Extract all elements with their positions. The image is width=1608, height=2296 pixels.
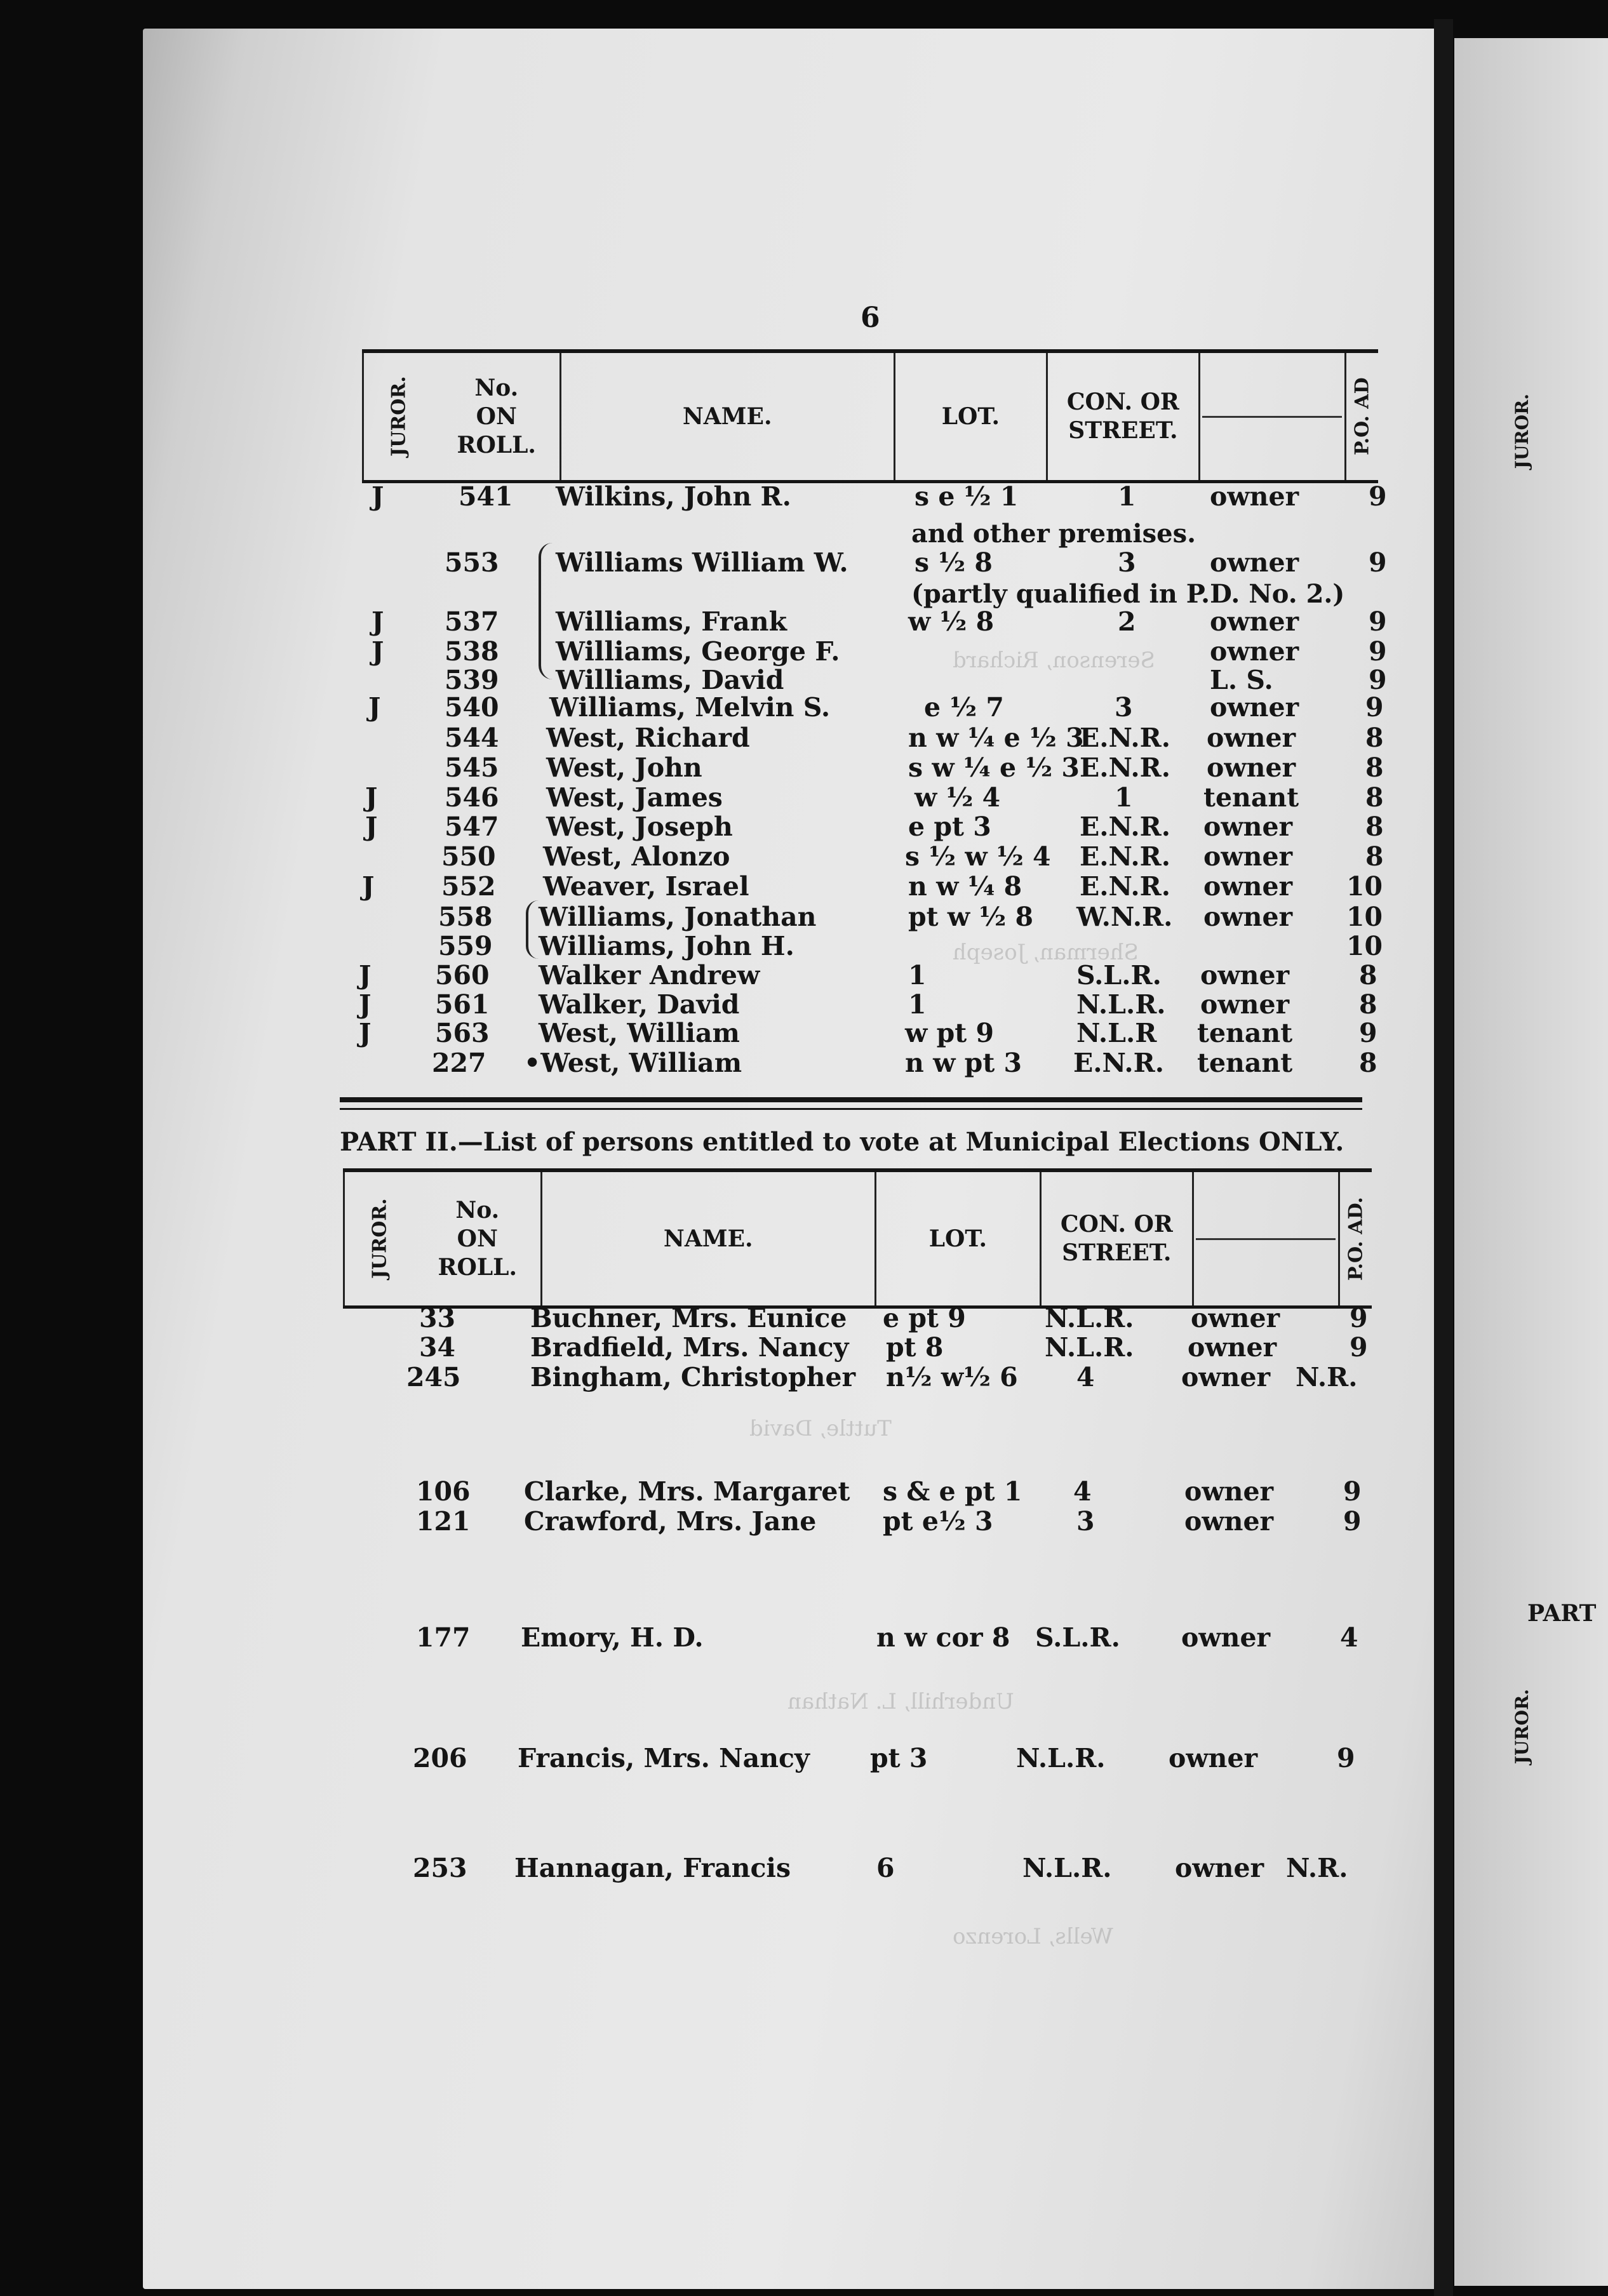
table-row: 253 Hannagan, Francis 6 N.L.R. owner N.R. (413, 1853, 1348, 1883)
bleed-through-text: Underhill, L. Nathan (787, 1689, 1014, 1714)
table-row: 539 Williams, David L. S. 9 (445, 665, 1387, 695)
juror-column-header: JUROR. (343, 1172, 415, 1305)
book-spine (1434, 19, 1453, 2296)
con-street-column-header: CON. OR STREET. (1048, 353, 1200, 480)
premises-note: and other premises. (911, 519, 1196, 549)
roll-number: 553 (445, 547, 499, 578)
table-row (0, 481, 1608, 512)
adjacent-juror-header: JUROR. (1511, 394, 1532, 469)
table-row: J 538 Williams, George F. owner 9 (372, 636, 1387, 667)
voter-name: Wilkins, John R. (556, 481, 791, 512)
table-row: J 537 Williams, Frank w ½ 8 2 owner 9 (372, 606, 1387, 637)
table-row: 177 Emory, H. D. n w cor 8 S.L.R. owner 4 (416, 1622, 1358, 1653)
adjacent-page (1454, 38, 1608, 2286)
juror-mark: J (372, 481, 384, 512)
table-row: J 561 Walker, David 1 N.L.R. owner 8 (359, 989, 1377, 1020)
page-number: 6 (861, 302, 880, 334)
table-row: 245 Bingham, Christopher n½ w½ 6 4 owner N.R. (406, 1362, 1358, 1392)
table-row: J 540 Williams, Melvin S. e ½ 7 3 owner 9 (368, 692, 1384, 723)
table-row: J 563 West, William w pt 9 N.L.R tenant 9 (359, 1018, 1377, 1048)
roll-number-column-header: No. ON ROLL. (415, 1172, 542, 1305)
lot: s e ½ 1 (915, 481, 1019, 512)
blank-column-header (1200, 353, 1346, 480)
table-row: 558 Williams, Jonathan pt w ½ 8 W.N.R. owner 10 (438, 902, 1383, 932)
status: owner (1210, 481, 1299, 512)
juror-column-header: JUROR. (362, 353, 434, 480)
table-row: 206 Francis, Mrs. Nancy pt 3 N.L.R. owner 9 (413, 1743, 1355, 1773)
table-row: 545 West, John s w ¼ e ½ 3 E.N.R. owner 8 (445, 752, 1384, 783)
roll-number: 541 (459, 481, 513, 512)
part2-title: PART II.—List of persons entitled to vote at Municipal Elections ONLY. (340, 1127, 1344, 1157)
bleed-through-text: Tuttle, David (749, 1416, 892, 1441)
table-row: J 546 West, James w ½ 4 1 tenant 8 (365, 782, 1384, 813)
part1-table-header (362, 349, 1378, 483)
table-row: 106 Clarke, Mrs. Margaret s & e pt 1 4 owner 9 (416, 1476, 1362, 1507)
po-address: 9 (1369, 481, 1387, 512)
po-address: 9 (1369, 547, 1387, 578)
lot-column-header: LOT. (895, 353, 1048, 480)
con-street-column-header: CON. OR STREET. (1042, 1172, 1194, 1305)
adjacent-part-label: PART (1527, 1600, 1597, 1627)
table-row: 121 Crawford, Mrs. Jane pt e½ 3 3 owner 9 (416, 1506, 1362, 1537)
table-row: 227 •West, William n w pt 3 E.N.R. tenant 8 (432, 1048, 1377, 1078)
po-address-column-header: P.O. AD. (1344, 1197, 1367, 1281)
lot-column-header: LOT. (876, 1172, 1042, 1305)
lot: s ½ 8 (915, 547, 993, 578)
blank-column-header (1194, 1172, 1340, 1305)
po-address-column-header: P.O. AD (1351, 377, 1374, 456)
table-row: J 560 Walker Andrew 1 S.L.R. owner 8 (359, 960, 1377, 991)
table-row: 550 West, Alonzo s ½ w ½ 4 E.N.R. owner 8 (441, 841, 1384, 872)
name-column-header: NAME. (561, 353, 895, 480)
table-row: J 552 Weaver, Israel n w ¼ 8 E.N.R. owner 10 (362, 871, 1383, 902)
table-row: 559 Williams, John H. 10 (438, 931, 1383, 961)
voter-name: Williams William W. (556, 547, 848, 578)
section-divider (340, 1097, 1362, 1102)
table-row: 33 Buchner, Mrs. Eunice e pt 9 N.L.R. owner 9 (419, 1303, 1368, 1333)
concession: 1 (1118, 481, 1136, 512)
roll-number-column-header: No. ON ROLL. (434, 353, 561, 480)
name-column-header: NAME. (542, 1172, 876, 1305)
adjacent-juror-header: JUROR. (1511, 1689, 1532, 1765)
qualification-note: (partly qualified in P.D. No. 2.) (911, 579, 1345, 609)
part2-table-header (343, 1168, 1372, 1309)
bleed-through-text: Serenson, Richard (953, 648, 1155, 673)
status: owner (1210, 547, 1299, 578)
section-divider (340, 1108, 1362, 1110)
concession: 3 (1118, 547, 1136, 578)
bleed-through-text: Sherman, Joseph (953, 940, 1139, 965)
table-row (0, 547, 1608, 578)
table-row: 544 West, Richard n w ¼ e ½ 3 E.N.R. owner 8 (445, 723, 1384, 753)
bleed-through-text: Wells, Lorenzo (953, 1924, 1113, 1949)
table-row: J 547 West, Joseph e pt 3 E.N.R. owner 8 (365, 811, 1384, 842)
table-row: 34 Bradfield, Mrs. Nancy pt 8 N.L.R. owner 9 (419, 1332, 1368, 1363)
